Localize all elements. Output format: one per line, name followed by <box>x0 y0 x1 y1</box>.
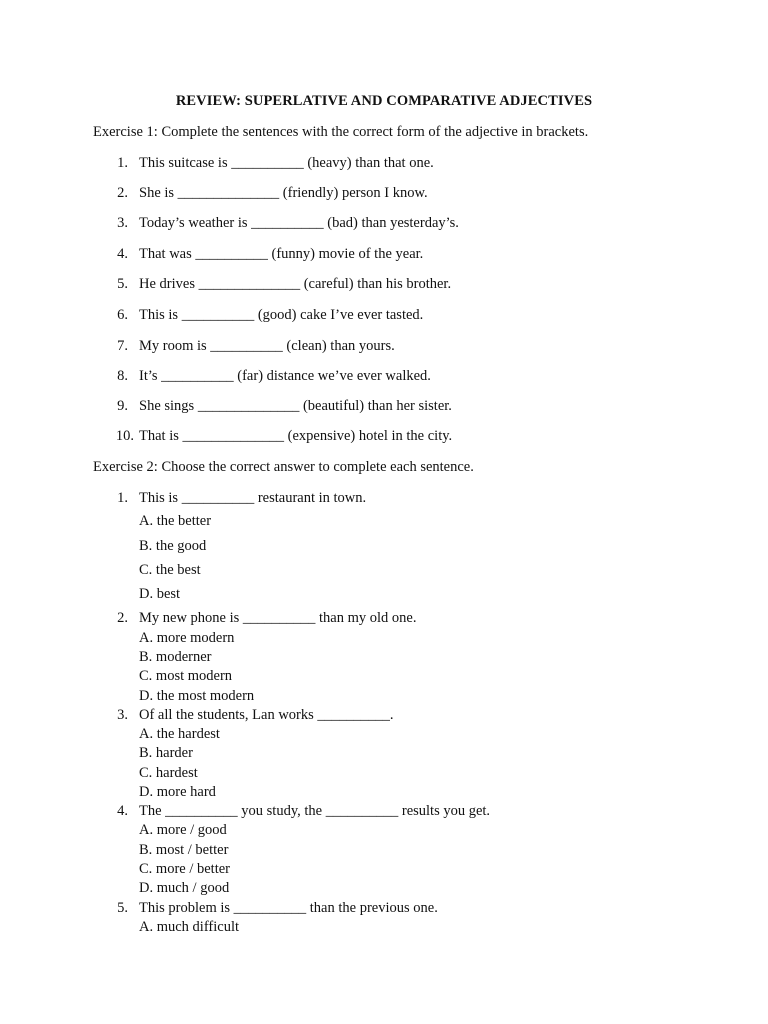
ex2-option: C. most modern <box>139 668 233 684</box>
ex2-question-text: This problem is __________ than the previous one. <box>139 900 438 916</box>
ex1-item-number: 5. <box>117 276 128 292</box>
ex1-item-text: My room is __________ (clean) than yours. <box>139 338 395 354</box>
ex2-question-number: 1. <box>117 490 128 506</box>
ex2-question-text: Of all the students, Lan works __________. <box>139 707 394 723</box>
ex2-option: D. best <box>139 586 181 602</box>
ex2-option: D. much / good <box>139 880 230 896</box>
ex1-item-number: 6. <box>117 307 128 323</box>
ex2-question-number: 4. <box>117 803 128 819</box>
page-title: REVIEW: SUPERLATIVE AND COMPARATIVE ADJECTIVES <box>175 93 593 109</box>
ex2-question-number: 2. <box>117 610 128 626</box>
ex1-item-text: He drives ______________ (careful) than his brother. <box>139 276 452 292</box>
ex1-item-text: Today’s weather is __________ (bad) than yesterday’s. <box>139 215 459 231</box>
ex1-item-text: This is __________ (good) cake I’ve ever tasted. <box>139 307 424 323</box>
ex1-item-number: 7. <box>117 338 128 354</box>
ex2-option: B. most / better <box>139 842 229 858</box>
ex1-item-text: That was __________ (funny) movie of the year. <box>139 246 424 262</box>
ex2-question-text: My new phone is __________ than my old one. <box>139 610 417 626</box>
ex2-option: B. the good <box>139 538 207 554</box>
ex1-item-text: It’s __________ (far) distance we’ve ever walked. <box>139 368 431 384</box>
ex1-item-number: 8. <box>117 368 128 384</box>
ex1-item-number: 1. <box>117 155 128 171</box>
ex2-question-text: The __________ you study, the __________ results you get. <box>139 803 491 819</box>
ex2-question-number: 3. <box>117 707 128 723</box>
ex2-option: A. much difficult <box>139 919 240 935</box>
ex1-item-text: This suitcase is __________ (heavy) than that one. <box>139 155 434 171</box>
ex1-item-text: She sings ______________ (beautiful) than her sister. <box>139 398 452 414</box>
exercise2-instruction: Exercise 2: Choose the correct answer to complete each sentence. <box>93 459 474 475</box>
ex2-option: B. harder <box>139 745 193 761</box>
ex2-question-number: 5. <box>117 900 128 916</box>
ex1-item-number: 4. <box>117 246 128 262</box>
exercise1-instruction: Exercise 1: Complete the sentences with the correct form of the adjective in brackets. <box>93 124 589 140</box>
ex2-option: A. the better <box>139 513 212 529</box>
ex1-item-text: That is ______________ (expensive) hotel in the city. <box>139 428 453 444</box>
ex2-option: A. the hardest <box>139 726 220 742</box>
ex2-option: C. hardest <box>139 765 198 781</box>
ex1-item-number: 3. <box>117 215 128 231</box>
ex1-item-number: 10. <box>115 428 134 444</box>
ex1-item-number: 2. <box>117 185 128 201</box>
ex2-option: D. more hard <box>139 784 216 800</box>
ex1-item-number: 9. <box>117 398 128 414</box>
ex2-option: A. more modern <box>139 630 235 646</box>
ex2-question-text: This is __________ restaurant in town. <box>139 490 367 506</box>
ex2-option: A. more / good <box>139 822 227 838</box>
ex2-option: C. more / better <box>139 861 231 877</box>
ex2-option: C. the best <box>139 562 201 578</box>
ex1-item-text: She is ______________ (friendly) person I know. <box>139 185 428 201</box>
ex2-option: B. moderner <box>139 649 212 665</box>
ex2-option: D. the most modern <box>139 688 255 704</box>
